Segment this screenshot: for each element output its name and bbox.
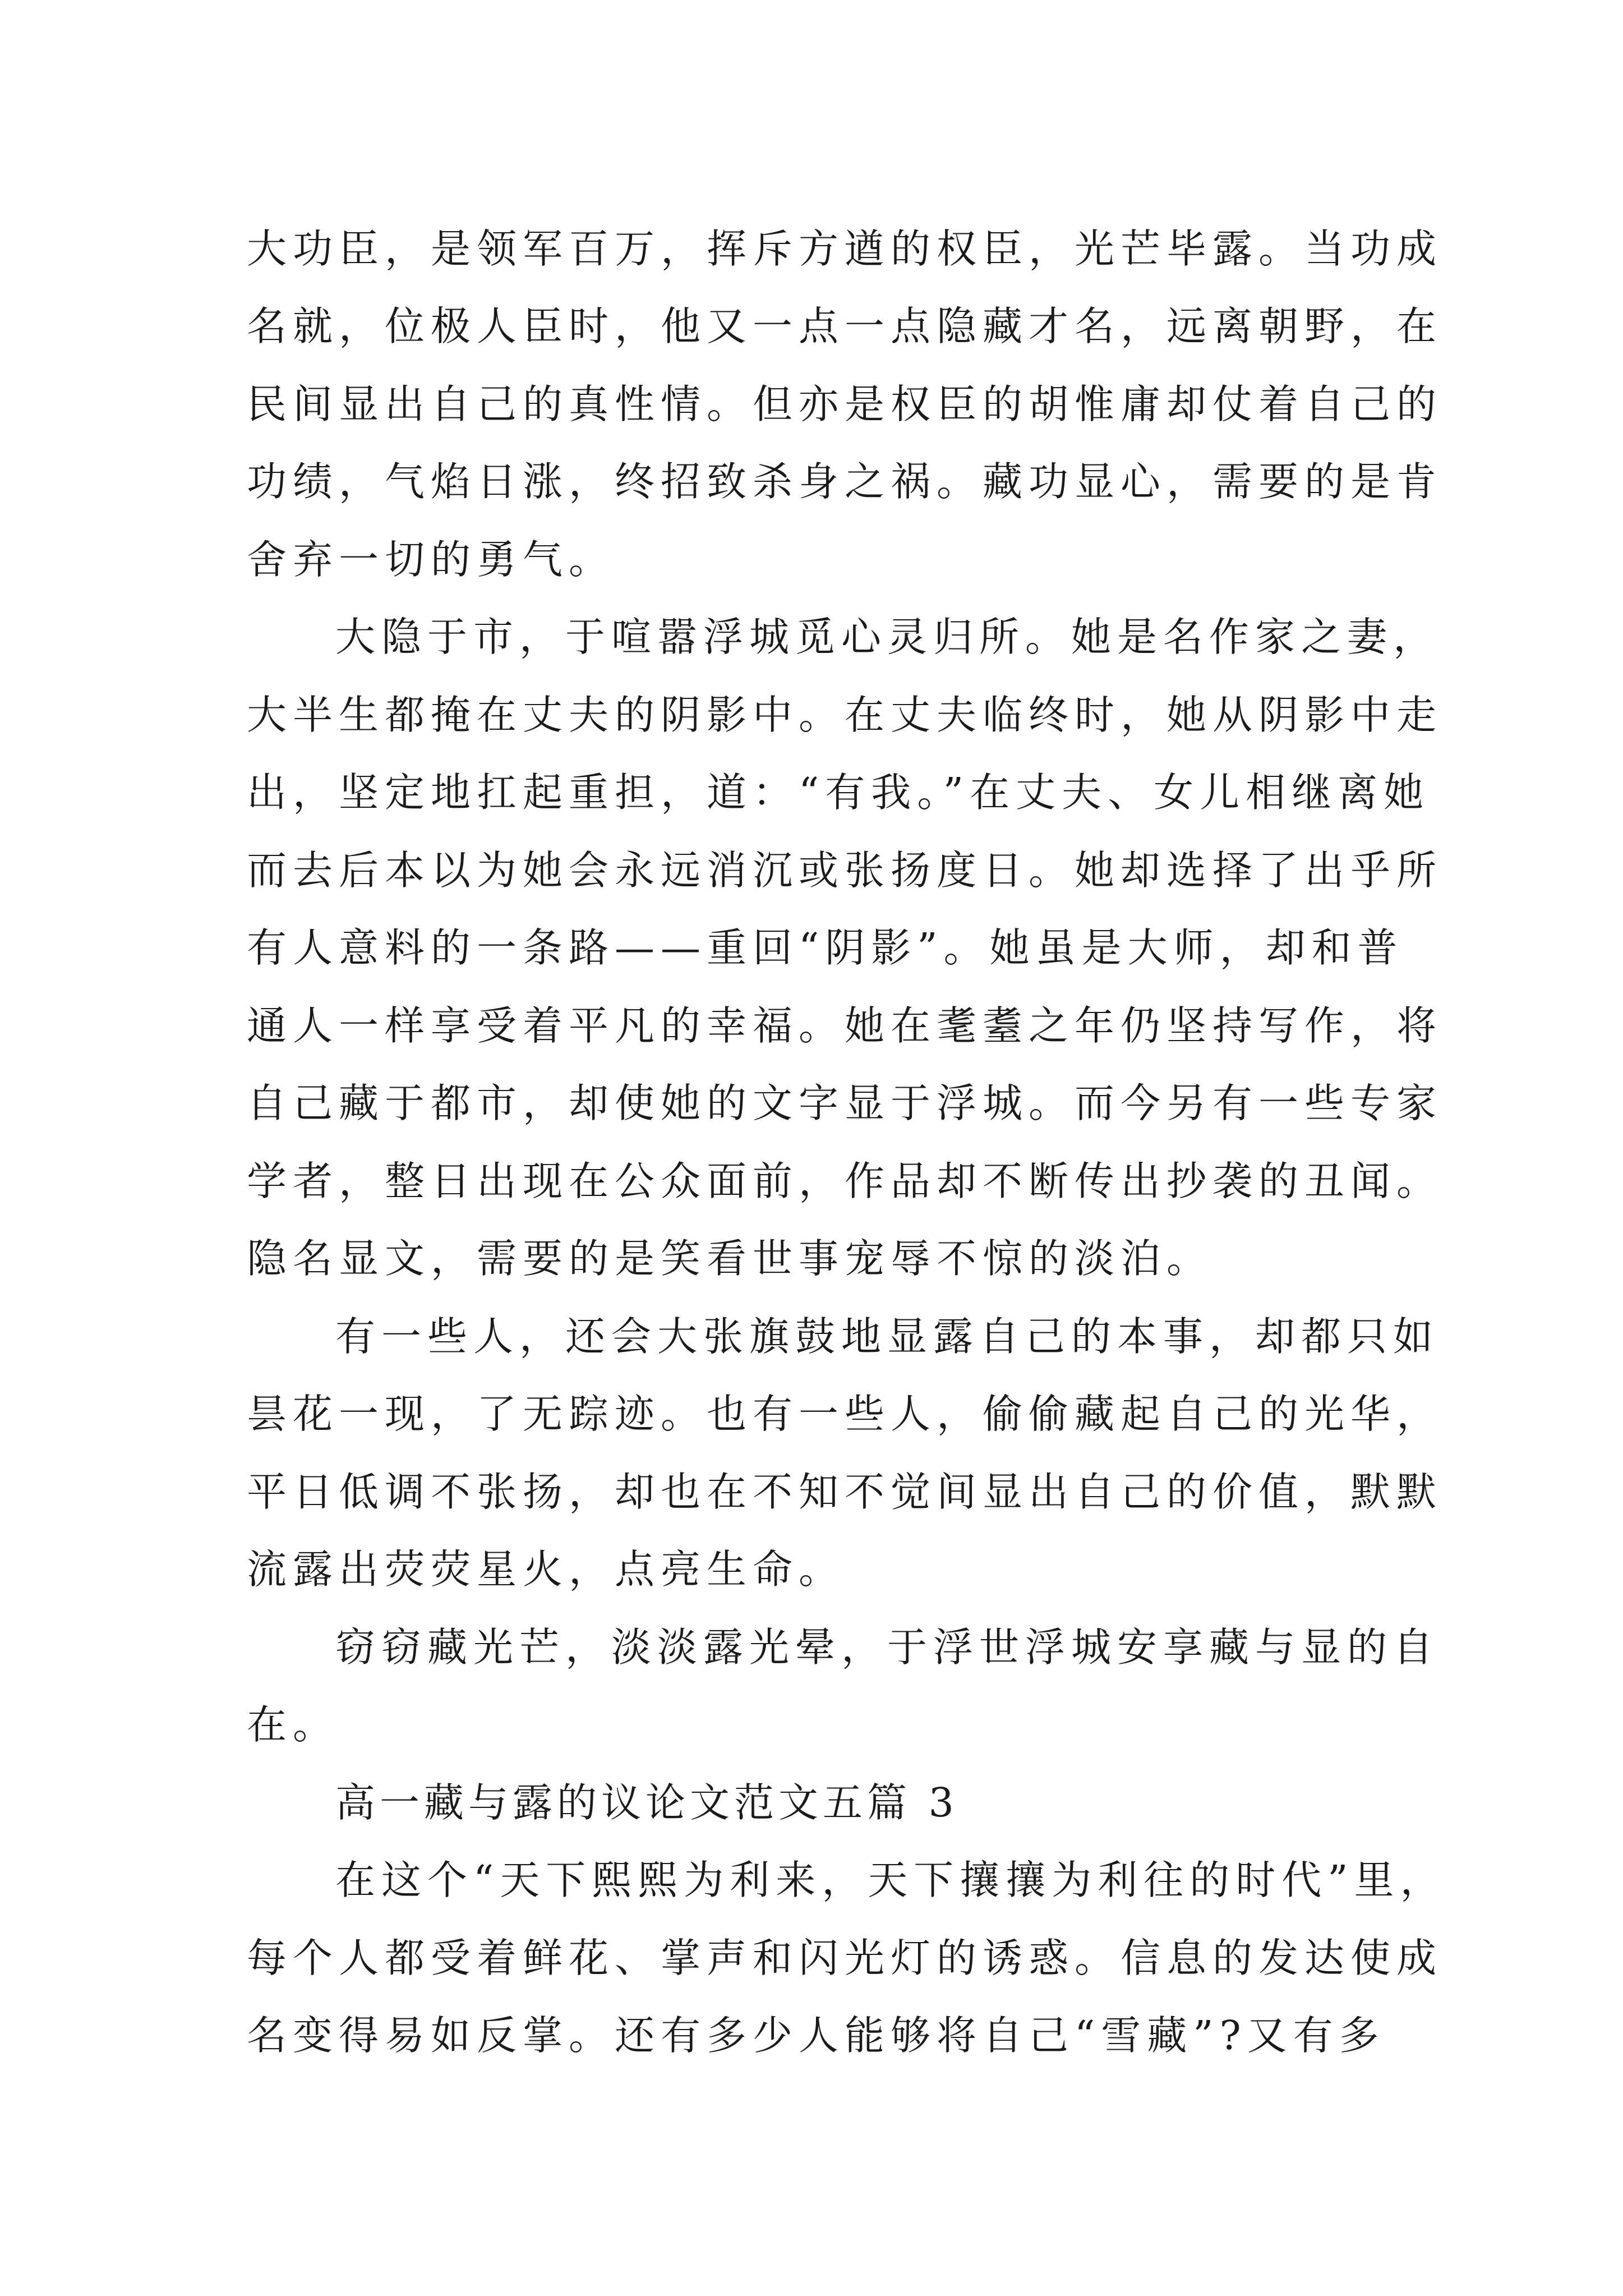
text-line: 隐名显文，需要的是笑看世事宠辱不惊的淡泊。 bbox=[247, 1235, 1213, 1282]
text-line: 流露出荧荧星火，点亮生命。 bbox=[247, 1546, 845, 1593]
text-line: 平日低调不张扬，却也在不知不觉间显出自己的价值，默默 bbox=[247, 1469, 1443, 1515]
text-line: 自己藏于都市，却使她的文字显于浮城。而今另有一些专家 bbox=[247, 1080, 1443, 1126]
text-line: 名就，位极人臣时，他又一点一点隐藏才名，远离朝野，在 bbox=[247, 303, 1443, 349]
text-line: 大功臣，是领军百万，挥斥方遒的权臣，光芒毕露。当功成 bbox=[247, 226, 1443, 272]
text-line: 功绩，气焰日涨，终招致杀身之祸。藏功显心，需要的是肯 bbox=[247, 458, 1443, 505]
text-line: 每个人都受着鲜花、掌声和闪光灯的诱惑。信息的发达使成 bbox=[247, 1935, 1443, 1981]
paragraph-start-line: 窃窃藏光芒，淡淡露光晕，于浮世浮城安享藏与显的自 bbox=[335, 1624, 1440, 1671]
text-line: 名变得易如反掌。还有多少人能够将自己“雪藏”?又有多 bbox=[247, 2012, 1385, 2059]
text-line: 民间显出自己的真性情。但亦是权臣的胡惟庸却仗着自己的 bbox=[247, 381, 1443, 427]
paragraph-start-line: 有一些人，还会大张旗鼓地显露自己的本事，却都只如 bbox=[335, 1313, 1440, 1360]
text-line: 昙花一现，了无踪迹。也有一些人，偷偷藏起自己的光华， bbox=[247, 1391, 1443, 1437]
text-line: 在。 bbox=[247, 1701, 339, 1748]
text-line: 舍弃一切的勇气。 bbox=[247, 536, 615, 583]
text-line: 而去后本以为她会永远消沉或张扬度日。她却选择了出乎所 bbox=[247, 847, 1443, 894]
paragraph-start-line: 大隐于市，于喧嚣浮城觅心灵归所。她是名作家之妻， bbox=[335, 614, 1440, 660]
text-line: 学者，整日出现在公众面前，作品却不断传出抄袭的丑闻。 bbox=[247, 1158, 1443, 1204]
section-heading: 高一藏与露的议论文范文五篇 3 bbox=[335, 1779, 958, 1826]
paragraph-start-line: 在这个“天下熙熙为利来，天下攘攘为利往的时代”里， bbox=[335, 1857, 1446, 1903]
text-line: 出，坚定地扛起重担，道：“有我。”在丈夫、女儿相继离她 bbox=[247, 769, 1430, 816]
text-line: 通人一样享受着平凡的幸福。她在耄耋之年仍坚持写作，将 bbox=[247, 1002, 1443, 1049]
text-line: 有人意料的一条路——重回“阴影”。她虽是大师，却和普 bbox=[247, 924, 1404, 971]
text-line: 大半生都掩在丈夫的阴影中。在丈夫临终时，她从阴影中走 bbox=[247, 692, 1443, 738]
